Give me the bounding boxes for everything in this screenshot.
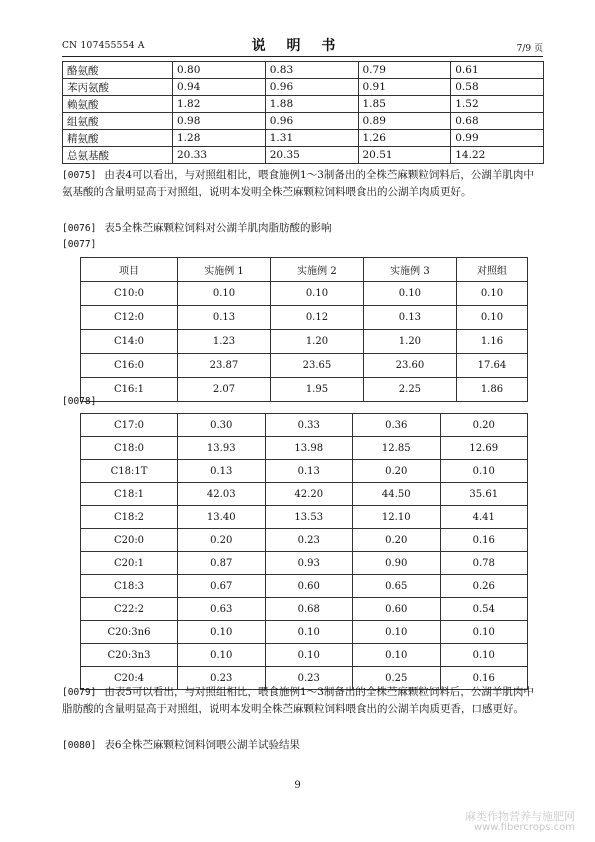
value-cell: 4.41	[440, 506, 528, 529]
table-header-row	[81, 258, 528, 282]
value-cell: 0.30	[178, 414, 266, 437]
value-cell: 0.10	[440, 621, 528, 644]
value-cell: 0.10	[265, 644, 353, 667]
value-cell: 0.23	[178, 667, 266, 690]
paragraph-text: 由表4可以看出，与对照组相比，喂食施例1～3制备出的全株苎麻颗粒饲料后，公湖羊肌肉中氨基酸的含量明显高于对照组，说明本发明全株苎麻颗粒饲料喂食出的公湖羊肉质更好。	[62, 169, 534, 198]
table-row	[81, 483, 528, 506]
value-cell: 13.40	[178, 506, 266, 529]
fatty-acid-table-part2	[80, 413, 528, 690]
row-label-cell: C18:2	[81, 506, 178, 529]
value-cell: 23.60	[363, 354, 456, 378]
value-cell: 0.13	[265, 460, 353, 483]
row-label-cell: C18:0	[81, 437, 178, 460]
value-cell: 0.33	[265, 414, 353, 437]
value-cell: 1.86	[456, 378, 527, 402]
value-cell: 0.10	[270, 282, 363, 306]
paragraph-0075	[62, 167, 542, 201]
value-cell: 0.12	[270, 306, 363, 330]
table-row	[81, 506, 528, 529]
paragraph-0077-label: [0077]	[62, 239, 97, 250]
paragraph-text: 由表5可以看出，与对照组相比，喂食施例1～3制备出的全株苎麻颗粒饲料后，公湖羊肌肉中脂肪酸的含量明显高于对照组，说明本发明全株苎麻颗粒饲料喂食出的公湖羊肉质更香，口感更好。	[62, 686, 534, 715]
header-rule	[62, 56, 543, 57]
value-cell: 0.36	[353, 414, 441, 437]
value-cell: 13.93	[178, 437, 266, 460]
value-cell: 13.53	[265, 506, 353, 529]
row-label-cell: C14:0	[81, 330, 178, 354]
value-cell: 0.20	[353, 460, 441, 483]
row-label-cell: 组氨酸	[63, 113, 173, 130]
watermark-url: www.fibercrops.com	[473, 822, 575, 833]
value-cell: 1.85	[358, 96, 451, 113]
value-cell: 1.31	[265, 130, 358, 147]
table-row	[63, 79, 544, 96]
table-row	[81, 306, 528, 330]
row-label-cell: C20:1	[81, 552, 178, 575]
row-label-cell: 赖氨酸	[63, 96, 173, 113]
value-cell: 20.35	[265, 147, 358, 164]
row-label-cell: C16:0	[81, 354, 178, 378]
value-cell: 12.10	[353, 506, 441, 529]
header-cell: 实施例 1	[178, 258, 271, 282]
table-caption: 表6全株苎麻颗粒饲料饲喂公湖羊试验结果	[104, 739, 301, 751]
value-cell: 1.88	[265, 96, 358, 113]
paragraph-0078-label: [0078]	[62, 396, 97, 407]
value-cell: 0.65	[353, 575, 441, 598]
table-row	[81, 529, 528, 552]
value-cell: 1.23	[178, 330, 271, 354]
value-cell: 0.10	[265, 621, 353, 644]
fatty-acid-table-body-2	[81, 414, 528, 690]
row-label-cell: C18:1T	[81, 460, 178, 483]
table-row	[81, 437, 528, 460]
row-label-cell: C12:0	[81, 306, 178, 330]
row-label-cell: C16:1	[81, 378, 178, 402]
header-page-ref: 7/9 页	[516, 44, 543, 54]
row-label-cell: C20:3n6	[81, 621, 178, 644]
value-cell: 0.78	[440, 552, 528, 575]
fatty-acid-table-head	[81, 258, 528, 282]
value-cell: 0.10	[456, 306, 527, 330]
value-cell: 14.22	[451, 147, 544, 164]
value-cell: 0.89	[358, 113, 451, 130]
value-cell: 2.07	[178, 378, 271, 402]
value-cell: 0.98	[173, 113, 266, 130]
value-cell: 0.23	[265, 667, 353, 690]
value-cell: 0.10	[456, 282, 527, 306]
value-cell: 2.25	[363, 378, 456, 402]
value-cell: 0.79	[358, 62, 451, 79]
value-cell: 0.91	[358, 79, 451, 96]
table-row	[81, 330, 528, 354]
amino-acid-table-body	[63, 62, 544, 164]
amino-acid-table	[62, 61, 544, 164]
value-cell: 13.98	[265, 437, 353, 460]
value-cell: 1.20	[270, 330, 363, 354]
value-cell: 0.13	[178, 306, 271, 330]
value-cell: 1.20	[363, 330, 456, 354]
paragraph-0079	[62, 684, 542, 718]
value-cell: 0.10	[440, 460, 528, 483]
value-cell: 0.87	[178, 552, 266, 575]
page-number: 9	[294, 780, 301, 791]
value-cell: 0.16	[440, 667, 528, 690]
value-cell: 0.60	[265, 575, 353, 598]
value-cell: 0.10	[178, 621, 266, 644]
row-label-cell: C20:0	[81, 529, 178, 552]
table-row	[81, 644, 528, 667]
value-cell: 17.64	[456, 354, 527, 378]
value-cell: 0.20	[353, 529, 441, 552]
value-cell: 0.96	[265, 113, 358, 130]
table-row	[81, 378, 528, 402]
value-cell: 1.95	[270, 378, 363, 402]
row-label-cell: C22:2	[81, 598, 178, 621]
value-cell: 0.93	[265, 552, 353, 575]
value-cell: 0.10	[363, 282, 456, 306]
value-cell: 0.63	[178, 598, 266, 621]
value-cell: 0.83	[265, 62, 358, 79]
page-title: 说 明 书	[251, 38, 344, 54]
table-row	[63, 147, 544, 164]
table-row	[63, 96, 544, 113]
value-cell: 0.10	[178, 282, 271, 306]
value-cell: 12.85	[353, 437, 441, 460]
table-caption: 表5全株苎麻颗粒饲料对公湖羊肌肉脂肪酸的影响	[104, 222, 332, 234]
value-cell: 20.51	[358, 147, 451, 164]
table-row	[81, 354, 528, 378]
value-cell: 0.58	[451, 79, 544, 96]
row-label-cell: C17:0	[81, 414, 178, 437]
header-doc-id: CN 107455554 A	[62, 41, 145, 51]
paragraph-number: [0076]	[62, 223, 97, 234]
value-cell: 0.20	[178, 529, 266, 552]
row-label-cell: C20:4	[81, 667, 178, 690]
value-cell: 0.10	[178, 644, 266, 667]
value-cell: 0.20	[440, 414, 528, 437]
table-row	[81, 460, 528, 483]
value-cell: 0.68	[451, 113, 544, 130]
value-cell: 0.13	[178, 460, 266, 483]
fatty-acid-table-body	[81, 282, 528, 402]
paragraph-number: [0075]	[62, 170, 97, 181]
header-cell: 对照组	[456, 258, 527, 282]
value-cell: 0.26	[440, 575, 528, 598]
header-cell: 项目	[81, 258, 178, 282]
value-cell: 0.60	[353, 598, 441, 621]
value-cell: 0.68	[265, 598, 353, 621]
paragraph-number: [0080]	[62, 740, 97, 751]
value-cell: 0.99	[451, 130, 544, 147]
value-cell: 0.23	[265, 529, 353, 552]
table-row	[81, 414, 528, 437]
value-cell: 44.50	[353, 483, 441, 506]
value-cell: 1.26	[358, 130, 451, 147]
table-row	[81, 621, 528, 644]
row-label-cell: 总氨基酸	[63, 147, 173, 164]
value-cell: 0.80	[173, 62, 266, 79]
table-row	[81, 552, 528, 575]
value-cell: 0.16	[440, 529, 528, 552]
table-row	[81, 598, 528, 621]
value-cell: 1.28	[173, 130, 266, 147]
table-row	[63, 113, 544, 130]
row-label-cell: 精氨酸	[63, 130, 173, 147]
value-cell: 42.20	[265, 483, 353, 506]
value-cell: 0.96	[265, 79, 358, 96]
value-cell: 1.82	[173, 96, 266, 113]
paragraph-0076	[62, 220, 542, 237]
table-row	[81, 575, 528, 598]
value-cell: 0.10	[353, 621, 441, 644]
value-cell: 42.03	[178, 483, 266, 506]
value-cell: 0.13	[363, 306, 456, 330]
header-cell: 实施例 3	[363, 258, 456, 282]
value-cell: 12.69	[440, 437, 528, 460]
value-cell: 23.87	[178, 354, 271, 378]
value-cell: 0.67	[178, 575, 266, 598]
value-cell: 0.54	[440, 598, 528, 621]
row-label-cell: C18:3	[81, 575, 178, 598]
watermark-site-name: 麻类作物营养与施肥网	[465, 810, 575, 823]
table-row	[63, 130, 544, 147]
table-row	[81, 282, 528, 306]
value-cell: 0.10	[353, 644, 441, 667]
value-cell: 23.65	[270, 354, 363, 378]
paragraph-0080	[62, 737, 542, 754]
value-cell: 0.61	[451, 62, 544, 79]
row-label-cell: C18:1	[81, 483, 178, 506]
value-cell: 0.10	[440, 644, 528, 667]
row-label-cell: 苯丙氨酸	[63, 79, 173, 96]
header-cell: 实施例 2	[270, 258, 363, 282]
table-row	[63, 62, 544, 79]
value-cell: 0.94	[173, 79, 266, 96]
value-cell: 0.25	[353, 667, 441, 690]
fatty-acid-table-part1	[80, 257, 528, 402]
value-cell: 35.61	[440, 483, 528, 506]
row-label-cell: C10:0	[81, 282, 178, 306]
value-cell: 0.90	[353, 552, 441, 575]
value-cell: 1.16	[456, 330, 527, 354]
row-label-cell: C20:3n3	[81, 644, 178, 667]
value-cell: 20.33	[173, 147, 266, 164]
paragraph-number: [0079]	[62, 687, 97, 698]
value-cell: 1.52	[451, 96, 544, 113]
row-label-cell: 酪氨酸	[63, 62, 173, 79]
